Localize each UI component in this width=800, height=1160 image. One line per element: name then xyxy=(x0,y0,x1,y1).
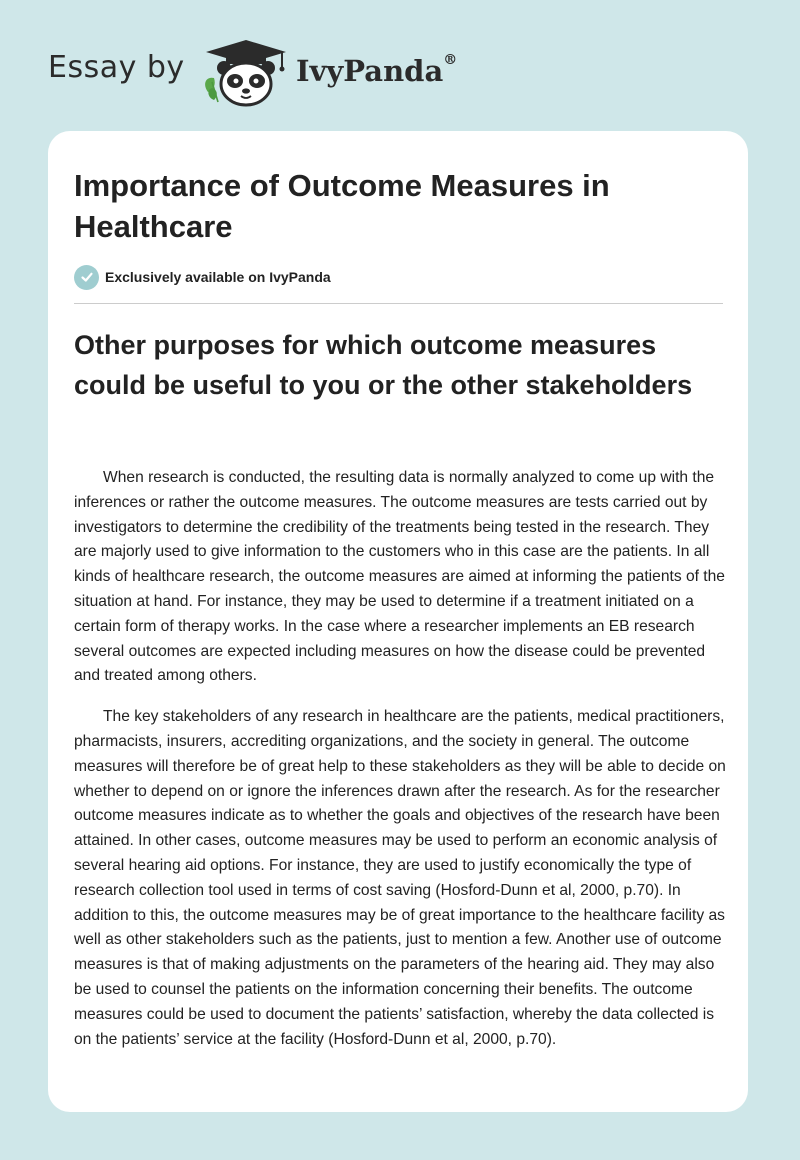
divider xyxy=(74,303,723,304)
essay-body xyxy=(74,466,726,1068)
section-heading: Other purposes for which outcome measures could be useful to you or the other stakeholders xyxy=(74,330,693,400)
essay-card xyxy=(48,131,748,1112)
paragraph: When research is conducted, the resulting data is normally analyzed to come up with the inferences or rather the outcome measures. The outcome measures are tests carried out by investigators to determine the credibility of the treatments being tested in the research. They are majorly used to give information to the customers who in this case are the patients. In all kinds of healthcare research, the outcome measures are aimed at informing the patients of the situation at hand. For instance, they may be used to determine if a treatment initiated on a certain form of therapy works. In the case where a researcher implements an EB research several outcomes are expected including measures on how the disease could be prevented and treated among others. xyxy=(74,469,725,685)
paragraph: The key stakeholders of any research in healthcare are the patients, medical practitioners, pharmacists, insurers, accrediting organizations, and the society in general. The outcome measures will therefore be of great help to these stakeholders as they will be able to decide on whether to depend on or ignore the inferences drawn after the research. As for the researcher outcome measures indicate as to whether the goals and objectives of the research have been attained. In other cases, outcome measures may be used to perform an economic analysis of several hearing aid options. For instance, they are used to justify economically the type of research collection tool used in terms of cost saving (Hosford-Dunn et al, 2000, p.70). In addition to this, the outcome measures may be of great importance to the healthcare facility as well as other stakeholders such as the patients, just to mention a few. Another use of outcome measures is that of making adjustments on the parameters of the hearing aid. They may also be used to counsel the patients on the information concerning their benefits. The outcome measures could be used to document the patients’ satisfaction, whereby the data collected is on the patients’ service at the facility (Hosford-Dunn et al, 2000, p.70). xyxy=(74,708,726,1048)
essay-by-label: Essay by xyxy=(48,50,185,85)
site-header xyxy=(0,0,800,130)
exclusive-badge-text: Exclusively available on IvyPanda xyxy=(105,269,331,285)
brand-name[interactable] xyxy=(296,54,457,88)
panda-graduate-icon[interactable] xyxy=(200,38,292,108)
page-title: Importance of Outcome Measures in Healthcare xyxy=(74,168,610,244)
registered-mark: ® xyxy=(443,52,458,68)
exclusive-badge xyxy=(74,264,331,290)
brand-name-text: IvyPanda xyxy=(296,54,444,88)
check-icon xyxy=(74,265,99,290)
